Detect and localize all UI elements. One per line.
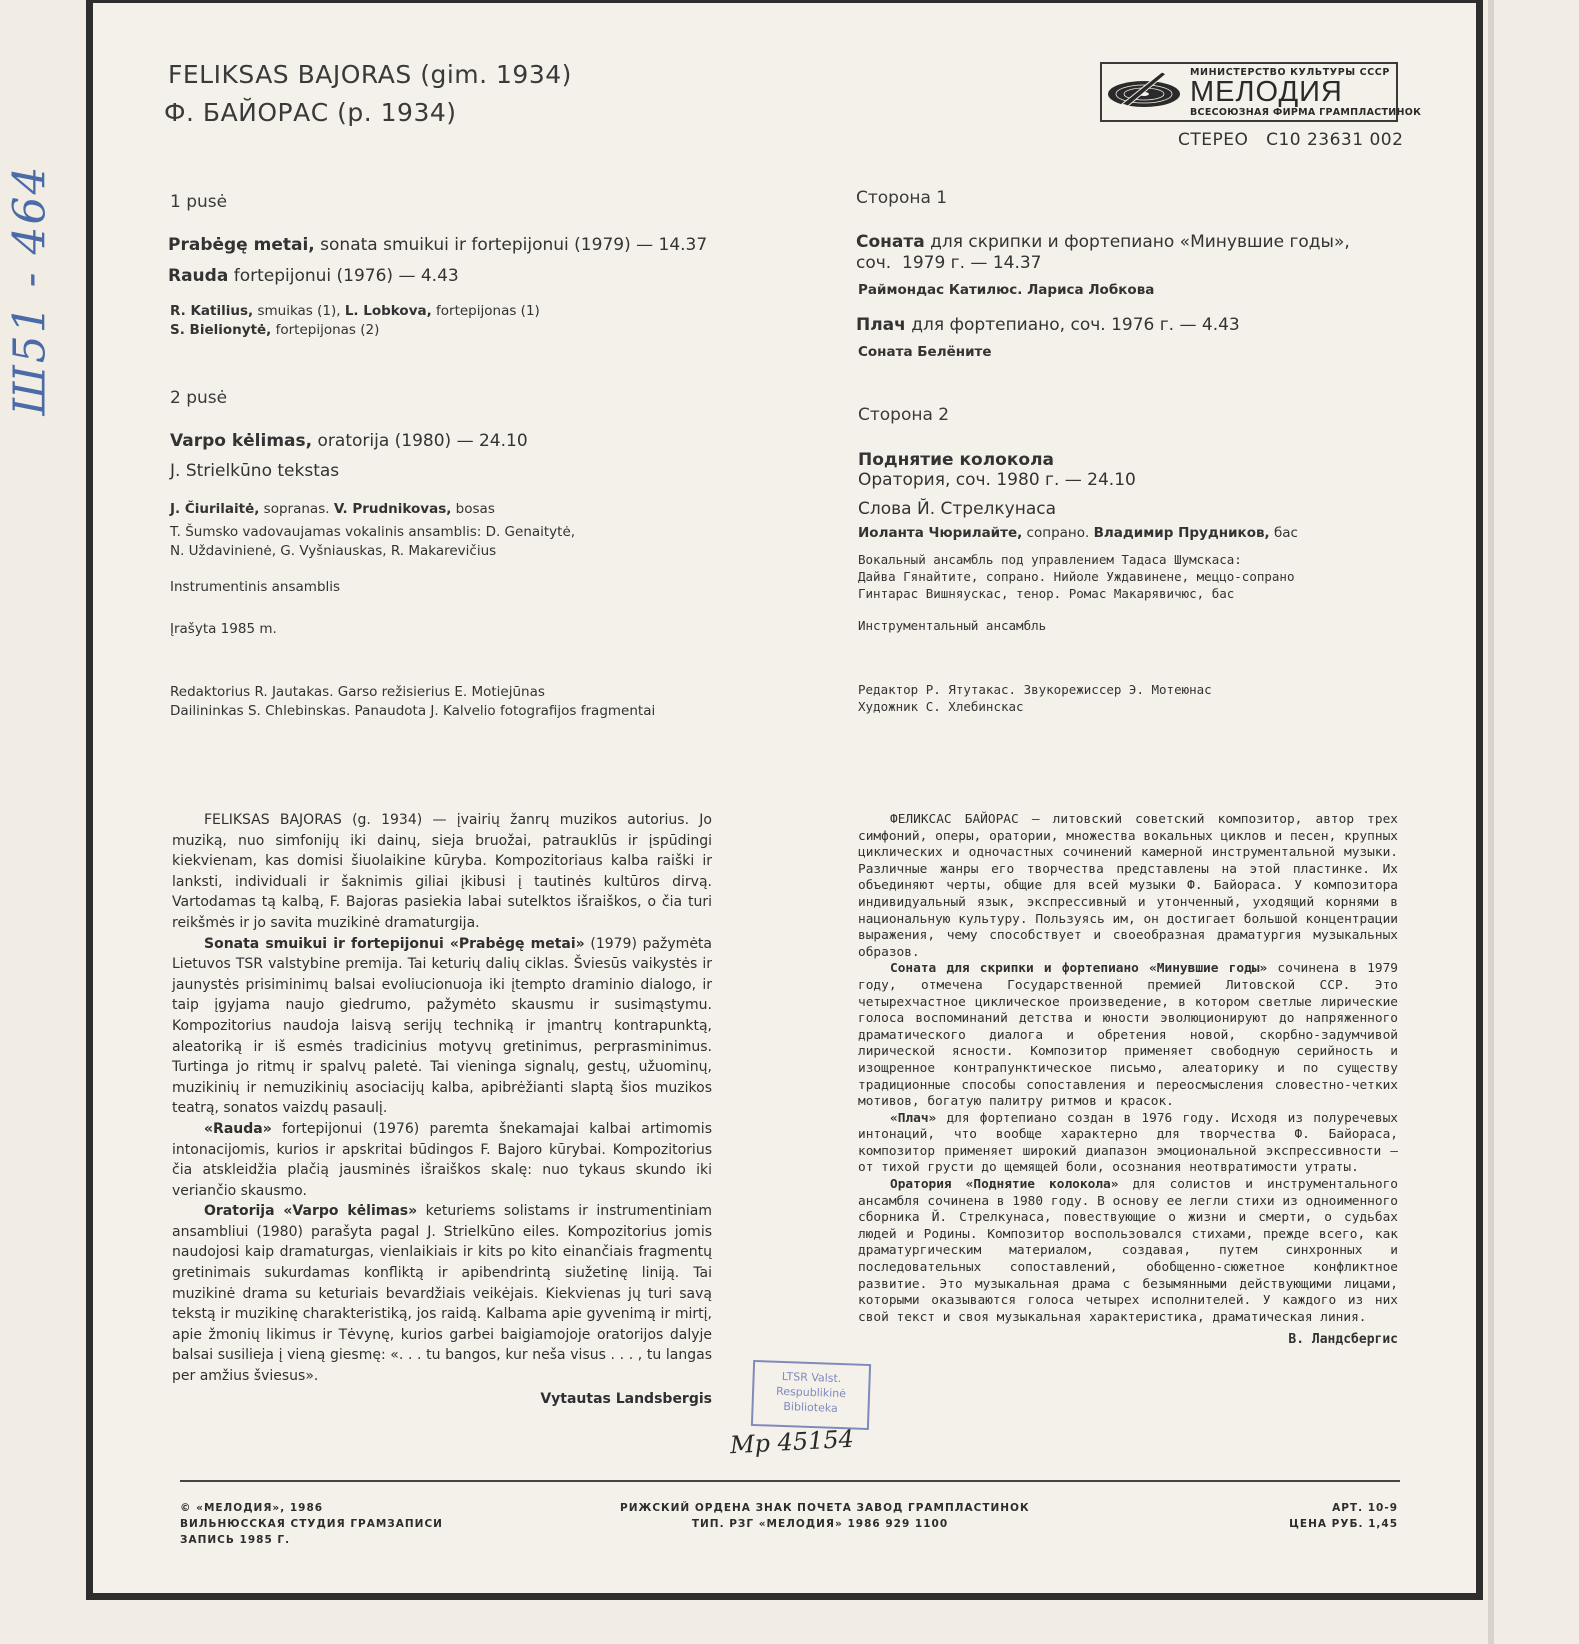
track2-info-ru: для фортепиано, соч. 1976 г. — 4.43 <box>905 315 1240 335</box>
footer-line: ТИП. РЗГ «МЕЛОДИЯ» 1986 929 1100 <box>691 1518 949 1530</box>
track3-title-lt: Varpo kėlimas, <box>170 431 313 451</box>
track1-performers-ru: Раймондас Катилюс. Лариса Лобкова <box>858 282 1155 298</box>
instrumental-ru: Инструментальный ансамбль <box>858 618 1047 633</box>
track1-title-ru: Соната <box>856 232 925 252</box>
track2-title-lt: Rauda <box>168 266 229 286</box>
signature-ru: В. Ландсбергис <box>1288 1332 1398 1348</box>
library-stamp <box>751 1360 871 1430</box>
track2-info-lt: fortepijonui (1976) — 4.43 <box>228 266 459 286</box>
footer-line: АРТ. 10-9 <box>1332 1502 1398 1514</box>
notes-text: для фортепиано создан в 1976 году. Исходя из полуречевых интонаций, что вообще характерно для творчества Ф. Байораса, композитор применяет широкий диапазон эмоциональной экспрессивности — от тихой грусти до щемящей боли, осознания неотвратимости утраты. <box>858 1110 1398 1176</box>
performer-name: V. Prudnikovas, <box>333 501 452 517</box>
notes-text: сочинена в 1979 году, отмечена Государственной премией Литовской ССР. Это четырехчастное циклическое произведение, в котором светлые лирические голоса воспоминаний детства и юности эволюционируют до напряженного драматического диалога и обретения новой, скорбно-задумчивой лирической ясности. Композитор применяет свободную серийность и изощренное контрапунктическое письмо, алеаторику и по существу традиционные способы сопоставления и переосмысления словестно-четких мотивов, богатую палитру ритмов и красок. <box>858 961 1398 1110</box>
performers1-lt <box>170 302 540 340</box>
notes-emphasis: «Плач» <box>890 1110 937 1126</box>
notes-text: для солистов и инструментального ансамбля сочинена в 1980 году. В основу ее легли стихи из одноименного сборника Й. Стрелкунаса, повествующие о жизни и смерти, о судьбах людей и Родины. Композитор воспользовался стихами, прежде всего, как драматургическим материалом, создавая, путем синхронных и последовательных сопоставлений, обобщенно-сюжетное конфликтное развитие. Это музыкальная драма с безымянными действующими лицами, которыми оказываются голоса четырех исполнителей. У каждого из них свой текст и своя музыкальная характеристика, драматическая линия. <box>858 1177 1398 1325</box>
ensemble-line: N. Uždavinienė, G. Vyšniauskas, R. Makarevičius <box>170 543 497 559</box>
footer-line: ЗАПИСЬ 1985 Г. <box>180 1534 291 1546</box>
notes-paragraph: ФЕЛИКСАС БАЙОРАС — литовский советский композитор, автор трех симфоний, оперы, оратории, множества вокальных циклов и песен, крупных циклических и одночастных сочинений камерной инструментальной музыки. Различные жанры его творчества представлены на этой пластинке. Их объединяют черты, общие для всей музыки Ф. Байораса. У композитора индивидуальный язык, экспрессивный и утонченный, уходящий корнями в национальную культуру. Пользуясь им, он достигает большой концентрации выражения, чему способствует и своеобразная драматургия музыкальных образов. <box>858 812 1398 960</box>
track1-line2-ru: соч. 1979 г. — 14.37 <box>856 253 1042 273</box>
footer-line: ВИЛЬНЮССКАЯ СТУДИЯ ГРАМЗАПИСИ <box>180 1518 443 1530</box>
performer-role: smuikas (1), <box>253 303 345 319</box>
sleeve-edge <box>1488 0 1494 1644</box>
catalog-number: СТЕРЕО С10 23631 002 <box>1178 130 1404 150</box>
footer-line: ЦЕНА РУБ. 1,45 <box>1289 1518 1398 1530</box>
credits-line: Dailininkas S. Chlebinskas. Panaudota J. Kalvelio fotografijos fragmentai <box>170 703 656 719</box>
notes-paragraph <box>172 1119 712 1201</box>
notes-paragraph: FELIKSAS BAJORAS (g. 1934) — įvairių žanrų muzikos autorius. Jo muziką, nuo simfonijų iki dainų, sieja bruožai, patrauklūs ir įspūdingi kiekvienam, kas domisi šiuolaikine kūryba. Kompozitoriaus kalba raiški ir lanksti, individuali ir šaknimis giliai įkibusi į tautinės kultūros dirvą. Vartodamas tą kalbą, F. Bajoras pasiekia labai sutelktos išraiškos, o čia turi reikšmės ir jo savita muzikinė dramaturgija. <box>172 812 712 931</box>
performer-role: sopranas. <box>259 501 334 517</box>
track3-title-ru: Поднятие колокола <box>858 450 1054 470</box>
footer-right <box>1260 1500 1398 1532</box>
stamp-line: Respublikinė <box>775 1384 847 1401</box>
track1-title-lt: Prabėgę metai, <box>168 235 315 255</box>
track1-lt <box>168 235 707 255</box>
side1-label-ru: Сторона 1 <box>856 188 948 208</box>
track2-title-ru: Плач <box>856 315 906 335</box>
track2-ru <box>856 315 1240 335</box>
ensemble-ru <box>858 551 1295 602</box>
track2-lt <box>168 266 459 286</box>
logo-brand: МЕЛОДИЯ <box>1190 76 1343 108</box>
performer-role: fortepijonas (2) <box>271 322 380 338</box>
performer-name: J. Čiurilaitė, <box>170 501 260 517</box>
logo-firm: ВСЕСОЮЗНАЯ ФИРМА ГРАМПЛАСТИНОК <box>1190 107 1422 118</box>
footer-line: РИЖСКИЙ ОРДЕНА ЗНАК ПОЧЕТА ЗАВОД ГРАМПЛАСТИНОК <box>620 1502 1030 1514</box>
footer-line: © «МЕЛОДИЯ», 1986 <box>180 1502 324 1514</box>
logo-ministry: МИНИСТЕРСТВО КУЛЬТУРЫ СССР <box>1190 67 1390 78</box>
track1-ru <box>856 232 1350 252</box>
performer-name: S. Bielionytė, <box>170 322 272 338</box>
title-ru: Ф. БАЙОРАС (р. 1934) <box>164 98 457 127</box>
side2-label-ru: Сторона 2 <box>858 405 950 425</box>
notes-emphasis: Оратория «Поднятие колокола» <box>890 1177 1119 1193</box>
liner-notes-lt <box>172 810 712 1409</box>
track3-info-lt: oratorija (1980) — 24.10 <box>312 431 528 451</box>
performer-role: сопрано. <box>1022 525 1094 541</box>
recorded-lt: Įrašyta 1985 m. <box>170 621 277 637</box>
side1-label-lt: 1 pusė <box>170 192 228 212</box>
ensemble-lt <box>170 523 575 561</box>
performer-name: R. Katilius, <box>170 303 254 319</box>
track1-info-lt: sonata smuikui ir fortepijonui (1979) — 14.37 <box>314 235 708 255</box>
notes-paragraph <box>858 961 1398 1110</box>
handwritten-inventory-number: Мр 45154 <box>729 1424 855 1460</box>
stamp-line: Biblioteka <box>783 1400 838 1415</box>
notes-text: keturiems solistams ir instrumentiniam ansambliui (1980) parašyta pagal J. Strielkūno eiles. Kompozitorius jomis naudojosi kaip dramaturgas, vienlaikiais ir kits po kito einančiais fragmentų gretinimais sukurdamas konfliktą ir apibendrintą siužetinę liniją. Tai muzikinė drama su keturiais bevardžiais veikėjais. Kiekvienas jų turi savą tekstą ir muzikinę charakteristiką, jos raidą. Kalbama apie gyvenimą ir mirtį, apie žmonių likimus ir Tėvynę, kurios garbei baigiamojoje oratorijos dalyje balsai susilieja į vieną giesmę: «. . . tu bangos, kur neša visus . . . , tu langas per amžius šviesus». <box>172 1203 712 1385</box>
track1-info-ru: для скрипки и фортепиано «Минувшие годы», <box>924 232 1350 252</box>
performer-role: bosas <box>451 501 495 517</box>
footer-divider <box>180 1480 1400 1482</box>
ensemble-line: Дайва Гянайтите, сопрано. Нийоле Уждавинене, меццо-сопрано <box>858 569 1295 584</box>
soloists-lt <box>170 500 495 519</box>
melodiya-logo <box>1100 62 1422 122</box>
footer-left <box>180 1500 443 1548</box>
track3-info-ru: Оратория, соч. 1980 г. — 24.10 <box>858 470 1136 490</box>
notes-emphasis: Sonata smuikui ir fortepijonui «Prabėgę metai» <box>204 935 585 952</box>
performer-name: Иоланта Чюрилайте, <box>858 525 1023 541</box>
side2-label-lt: 2 pusė <box>170 388 228 408</box>
ensemble-line: Вокальный ансамбль под управлением Тадаса Шумскаса: <box>858 552 1242 567</box>
liner-notes-ru <box>858 812 1398 1349</box>
instrumental-lt: Instrumentinis ansamblis <box>170 579 341 595</box>
footer-center <box>620 1500 1030 1532</box>
notes-emphasis: Oratorija «Varpo kėlimas» <box>204 1203 418 1220</box>
stamp-line: LTSR Valst. <box>781 1369 842 1386</box>
credits-lt <box>170 683 655 721</box>
notes-emphasis: Соната для скрипки и фортепиано «Минувшие годы» <box>890 961 1268 977</box>
track3-lt <box>170 431 528 451</box>
performer-name: Владимир Прудников, <box>1093 525 1270 541</box>
handwritten-margin-note <box>0 60 60 420</box>
credits-line: Редактор Р. Ятутакас. Звукорежиссер Э. Мотеюнас <box>858 682 1212 697</box>
ensemble-line: Гинтарас Вишняускас, тенор. Ромас Макарявичюс, бас <box>858 586 1235 601</box>
handwritten-margin-text: Ш51 - 464 <box>4 164 56 416</box>
title-lt: FELIKSAS BAJORAS (gim. 1934) <box>168 60 572 89</box>
notes-paragraph <box>172 1201 712 1386</box>
performer-role: fortepijonas (1) <box>431 303 540 319</box>
notes-paragraph <box>172 934 712 1119</box>
credits-line: Redaktorius R. Jautakas. Garso režisierius E. Motiejūnas <box>170 684 545 700</box>
track3-text-lt: J. Strielkūno tekstas <box>170 461 340 481</box>
notes-paragraph <box>858 1111 1398 1177</box>
credits-ru <box>858 681 1212 715</box>
track3-text-ru: Слова Й. Стрелкунаса <box>858 499 1057 519</box>
notes-emphasis: «Rauda» <box>204 1120 272 1137</box>
notes-text: fortepijonui (1976) paremta šnekamajai kalbai artimomis intonacijomis, kurios ir apskritai būdingos F. Bajoro kūrybai. Kompozitorius čia atskleidžia plačią jausminės išraiškos skalę: nuo tykaus skundo iki veriančio skausmo. <box>172 1120 712 1199</box>
track2-performer-ru: Соната Белёните <box>858 344 992 360</box>
performer-name: L. Lobkova, <box>344 303 432 319</box>
ensemble-line: T. Šumsko vadovaujamas vokalinis ansamblis: D. Genaitytė, <box>170 524 576 540</box>
signature-lt: Vytautas Landsbergis <box>540 1390 712 1407</box>
record-logo-icon <box>1102 64 1188 120</box>
notes-text: (1979) pažymėta Lietuvos TSR valstybine premija. Tai keturių dalių ciklas. Šviesūs vaikystės ir jaunystės prisiminimų balsai evoliucionuoja iki įtempto draminio dialogo, ir taip įgyjama naujo giedrumo, pažymėto skausmu ir susimąstymu. Kompozitorius naudoja laisvą serijų techniką ir įmantrų kontrapunktą, aleatoriką ir iš esmės tradicinius motyvų gretinimus, perprasminimus. Turtinga jo ritmų ir spalvų paletė. Tai vieninga signalų, gestų, užuominų, muzikinių ir nemuzikinių asociacijų kalba, apibrėžianti slaptą šios muzikos teatrą, sonatos vaizdų pasaulį. <box>172 935 713 1117</box>
performer-role: бас <box>1269 525 1298 541</box>
notes-paragraph <box>858 1177 1398 1326</box>
credits-line: Художник С. Хлебинскас <box>858 699 1024 714</box>
soloists-ru <box>858 524 1298 543</box>
